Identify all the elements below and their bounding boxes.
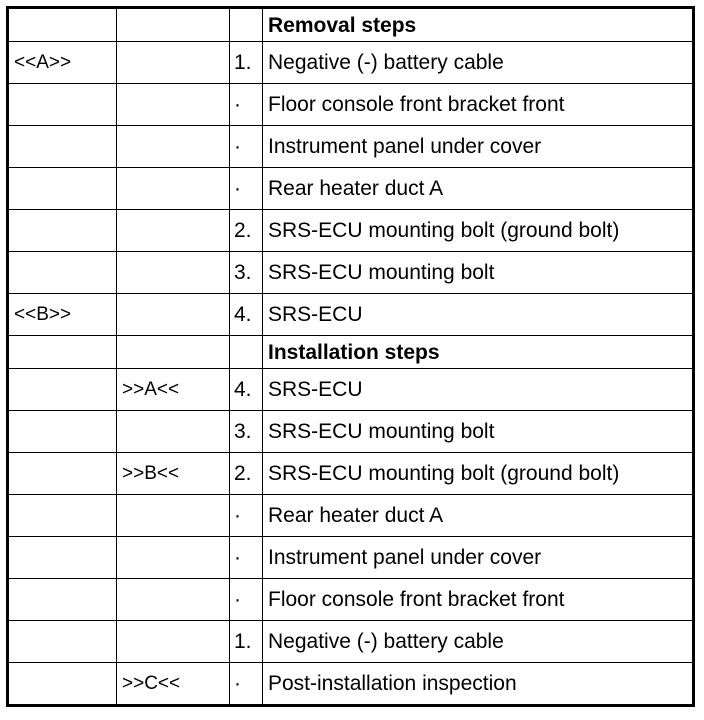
step-description: SRS-ECU bbox=[263, 294, 694, 336]
removal-heading-row bbox=[8, 8, 694, 42]
removal-reference bbox=[8, 537, 117, 579]
removal-reference bbox=[8, 411, 117, 453]
removal-reference bbox=[8, 369, 117, 411]
step-number: 2. bbox=[230, 210, 263, 252]
step-description: SRS-ECU mounting bolt bbox=[263, 252, 694, 294]
installation-step-row bbox=[8, 369, 694, 411]
installation-step-row bbox=[8, 411, 694, 453]
step-number: 4. bbox=[230, 294, 263, 336]
installation-step-row bbox=[8, 663, 694, 706]
removal-step-row bbox=[8, 42, 694, 84]
step-number: · bbox=[230, 126, 263, 168]
step-number: 4. bbox=[230, 369, 263, 411]
installation-reference bbox=[117, 411, 230, 453]
removal-reference bbox=[8, 252, 117, 294]
installation-reference: >>A<< bbox=[117, 369, 230, 411]
installation-step-row bbox=[8, 537, 694, 579]
removal-reference bbox=[8, 84, 117, 126]
step-description: Instrument panel under cover bbox=[263, 537, 694, 579]
step-number: · bbox=[230, 168, 263, 210]
step-description: SRS-ECU bbox=[263, 369, 694, 411]
installation-heading-row bbox=[8, 336, 694, 369]
removal-reference bbox=[8, 126, 117, 168]
procedure-table bbox=[6, 6, 695, 707]
installation-reference bbox=[117, 294, 230, 336]
removal-step-row bbox=[8, 126, 694, 168]
step-number: 1. bbox=[230, 621, 263, 663]
step-number: · bbox=[230, 84, 263, 126]
removal-step-row bbox=[8, 210, 694, 252]
step-number: 2. bbox=[230, 453, 263, 495]
removal-reference: <<B>> bbox=[8, 294, 117, 336]
installation-reference: >>C<< bbox=[117, 663, 230, 706]
empty-cell bbox=[117, 8, 230, 42]
installation-steps-heading: Installation steps bbox=[263, 336, 694, 369]
step-description: Post-installation inspection bbox=[263, 663, 694, 706]
step-description: Floor console front bracket front bbox=[263, 84, 694, 126]
step-description: Floor console front bracket front bbox=[263, 579, 694, 621]
removal-reference bbox=[8, 453, 117, 495]
step-description: SRS-ECU mounting bolt (ground bolt) bbox=[263, 453, 694, 495]
step-number: · bbox=[230, 537, 263, 579]
step-description: Instrument panel under cover bbox=[263, 126, 694, 168]
step-description: Negative (-) battery cable bbox=[263, 621, 694, 663]
step-number: · bbox=[230, 495, 263, 537]
step-number: 3. bbox=[230, 411, 263, 453]
removal-reference bbox=[8, 210, 117, 252]
removal-reference bbox=[8, 168, 117, 210]
removal-reference: <<A>> bbox=[8, 42, 117, 84]
installation-reference bbox=[117, 168, 230, 210]
removal-reference bbox=[8, 579, 117, 621]
procedure-table-body bbox=[8, 8, 694, 706]
removal-steps-heading: Removal steps bbox=[263, 8, 694, 42]
step-number: · bbox=[230, 579, 263, 621]
step-description: SRS-ECU mounting bolt (ground bolt) bbox=[263, 210, 694, 252]
installation-reference bbox=[117, 210, 230, 252]
installation-reference bbox=[117, 42, 230, 84]
installation-reference bbox=[117, 126, 230, 168]
installation-step-row bbox=[8, 579, 694, 621]
step-description: Rear heater duct A bbox=[263, 495, 694, 537]
step-number: · bbox=[230, 663, 263, 706]
empty-cell bbox=[230, 336, 263, 369]
empty-cell bbox=[8, 8, 117, 42]
installation-reference bbox=[117, 252, 230, 294]
removal-step-row bbox=[8, 168, 694, 210]
installation-reference bbox=[117, 84, 230, 126]
installation-step-row bbox=[8, 453, 694, 495]
removal-step-row bbox=[8, 84, 694, 126]
installation-step-row bbox=[8, 495, 694, 537]
step-description: Rear heater duct A bbox=[263, 168, 694, 210]
step-description: Negative (-) battery cable bbox=[263, 42, 694, 84]
removal-reference bbox=[8, 663, 117, 706]
step-number: 3. bbox=[230, 252, 263, 294]
empty-cell bbox=[8, 336, 117, 369]
step-description: SRS-ECU mounting bolt bbox=[263, 411, 694, 453]
installation-step-row bbox=[8, 621, 694, 663]
empty-cell bbox=[230, 8, 263, 42]
removal-reference bbox=[8, 495, 117, 537]
installation-reference: >>B<< bbox=[117, 453, 230, 495]
installation-reference bbox=[117, 621, 230, 663]
removal-reference bbox=[8, 621, 117, 663]
installation-reference bbox=[117, 537, 230, 579]
step-number: 1. bbox=[230, 42, 263, 84]
removal-step-row bbox=[8, 252, 694, 294]
installation-reference bbox=[117, 495, 230, 537]
removal-step-row bbox=[8, 294, 694, 336]
empty-cell bbox=[117, 336, 230, 369]
installation-reference bbox=[117, 579, 230, 621]
